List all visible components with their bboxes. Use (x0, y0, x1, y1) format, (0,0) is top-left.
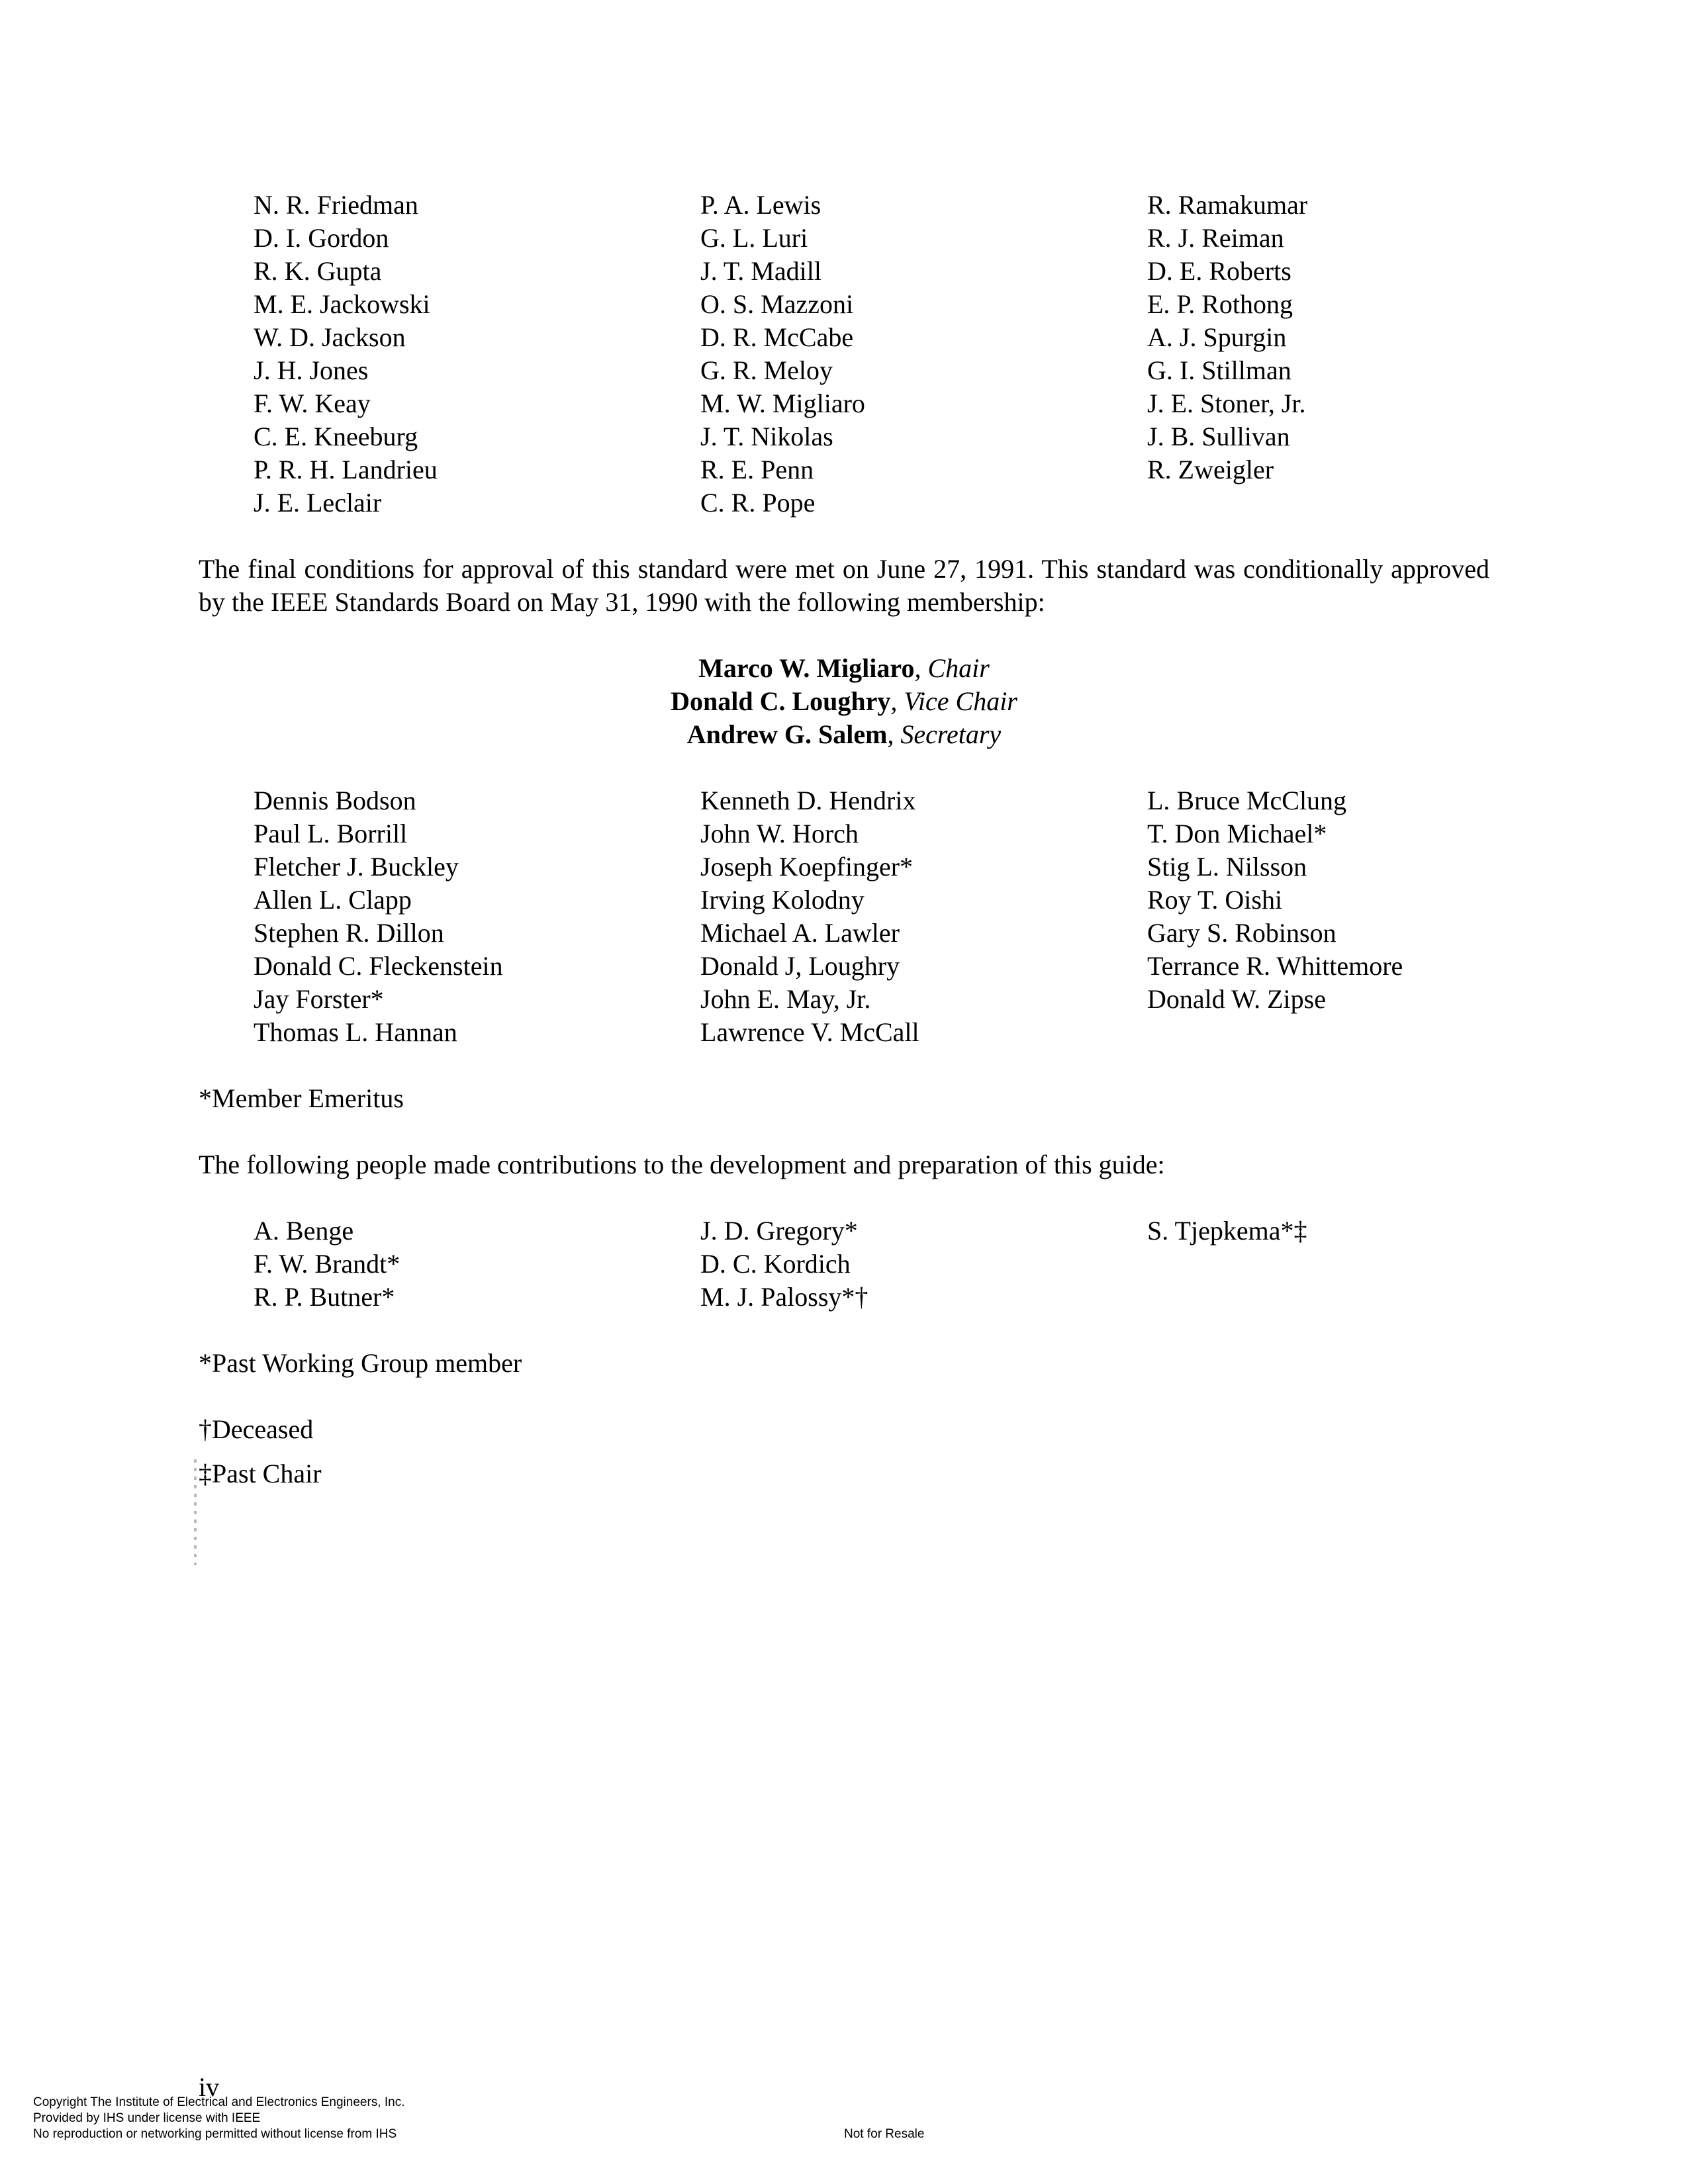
member-name: G. L. Luri (700, 223, 808, 253)
contributors-intro: The following people made contributions to the development and preparation of this guide: (199, 1150, 1165, 1179)
member-name: C. R. Pope (700, 488, 816, 518)
member-name: R. J. Reiman (1147, 223, 1284, 253)
deceased-note: †Deceased (199, 1414, 314, 1444)
member-name: A. J. Spurgin (1147, 322, 1287, 352)
member-name: C. E. Kneeburg (254, 422, 418, 451)
contributor-name: S. Tjepkema*‡ (1147, 1216, 1307, 1246)
contributor-column-2 (700, 1214, 868, 1314)
officer-chair (199, 652, 1489, 685)
board-member-name: Kenneth D. Hendrix (700, 786, 916, 815)
member-name: W. D. Jackson (254, 322, 406, 352)
member-name: O. S. Mazzoni (700, 289, 854, 319)
footer-line: Provided by IHS under license with IEEE (33, 2111, 261, 2125)
board-member-name: Paul L. Borrill (254, 819, 408, 848)
board-member-name: L. Bruce McClung (1147, 786, 1347, 815)
board-member-name: John W. Horch (700, 819, 859, 848)
officer-role: , Chair (914, 653, 990, 683)
board-member-name: Terrance R. Whittemore (1147, 951, 1403, 981)
board-member-name: Donald W. Zipse (1147, 984, 1326, 1014)
board-member-name: Fletcher J. Buckley (254, 852, 459, 882)
member-name: M. W. Migliaro (700, 388, 865, 418)
member-name: R. K. Gupta (254, 256, 382, 286)
member-name: J. E. Leclair (254, 488, 382, 518)
officer-name: Andrew G. Salem (686, 719, 888, 749)
footer-line: No reproduction or networking permitted without license from IHS (33, 2127, 397, 2141)
contributor-name: R. P. Butner* (254, 1282, 395, 1312)
member-name: D. E. Roberts (1147, 256, 1291, 286)
board-member-name: John E. May, Jr. (700, 984, 871, 1014)
board-member-name: Jay Forster* (254, 984, 384, 1014)
copyright-footer (33, 2095, 404, 2142)
contributor-name: F. W. Brandt* (254, 1249, 400, 1279)
committee-column-3 (1147, 189, 1307, 486)
board-member-name: Dennis Bodson (254, 786, 416, 815)
officer-name: Donald C. Loughry (671, 686, 891, 716)
officer-role: , Vice Chair (890, 686, 1017, 716)
member-name: G. R. Meloy (700, 355, 833, 385)
board-column-3 (1147, 784, 1403, 1016)
board-column-1 (254, 784, 503, 1049)
board-member-name: Gary S. Robinson (1147, 918, 1336, 948)
contributor-name: A. Benge (254, 1216, 354, 1246)
contributor-column-1 (254, 1214, 400, 1314)
page-number: iv (199, 2072, 220, 2102)
officer-secretary (199, 718, 1489, 751)
past-chair-note: ‡Past Chair (199, 1459, 322, 1488)
member-name: R. E. Penn (700, 455, 814, 484)
board-member-name: Donald J, Loughry (700, 951, 900, 981)
member-name: J. T. Nikolas (700, 422, 833, 451)
member-name: M. E. Jackowski (254, 289, 430, 319)
member-name: D. I. Gordon (254, 223, 389, 253)
board-member-name: T. Don Michael* (1147, 819, 1327, 848)
contributor-column-3 (1147, 1214, 1307, 1248)
board-member-name: Allen L. Clapp (254, 885, 412, 915)
board-member-name: Donald C. Fleckenstein (254, 951, 503, 981)
board-column-2 (700, 784, 919, 1049)
board-member-name: Stephen R. Dillon (254, 918, 444, 948)
contributor-name: D. C. Kordich (700, 1249, 851, 1279)
member-name: J. T. Madill (700, 256, 821, 286)
board-member-name: Roy T. Oishi (1147, 885, 1283, 915)
not-for-resale-notice: Not for Resale (844, 2127, 925, 2141)
member-name: G. I. Stillman (1147, 355, 1291, 385)
approval-paragraph: The final conditions for approval of this standard were met on June 27, 1991. This standard was conditionally approved by the IEEE Standards Board on May 31, 1990 with the following membership: (199, 554, 1489, 617)
officer-vice-chair (199, 685, 1489, 718)
board-member-name: Thomas L. Hannan (254, 1017, 457, 1047)
member-name: R. Ramakumar (1147, 190, 1308, 220)
board-member-name: Irving Kolodny (700, 885, 865, 915)
member-name: P. R. H. Landrieu (254, 455, 438, 484)
board-member-name: Stig L. Nilsson (1147, 852, 1307, 882)
member-name: R. Zweigler (1147, 455, 1274, 484)
contributor-name: J. D. Gregory* (700, 1216, 858, 1246)
board-member-name: Lawrence V. McCall (700, 1017, 919, 1047)
member-name: J. B. Sullivan (1147, 422, 1290, 451)
member-name: E. P. Rothong (1147, 289, 1293, 319)
member-name: N. R. Friedman (254, 190, 418, 220)
member-name: P. A. Lewis (700, 190, 821, 220)
officer-role: , Secretary (887, 719, 1002, 749)
board-member-name: Michael A. Lawler (700, 918, 900, 948)
member-emeritus-note: *Member Emeritus (199, 1083, 404, 1113)
officer-name: Marco W. Migliaro (698, 653, 915, 683)
committee-column-1 (254, 189, 438, 520)
member-name: J. E. Stoner, Jr. (1147, 388, 1306, 418)
contributor-name: M. J. Palossy*† (700, 1282, 868, 1312)
member-name: F. W. Keay (254, 388, 371, 418)
committee-column-2 (700, 189, 865, 520)
past-member-note: *Past Working Group member (199, 1348, 522, 1378)
member-name: J. H. Jones (254, 355, 369, 385)
board-officers (199, 652, 1489, 751)
footer-line: Copyright The Institute of Electrical and Electronics Engineers, Inc. (33, 2095, 405, 2109)
board-member-name: Joseph Koepfinger* (700, 852, 914, 882)
member-name: D. R. McCabe (700, 322, 854, 352)
dotted-margin-mark (194, 1459, 197, 1565)
